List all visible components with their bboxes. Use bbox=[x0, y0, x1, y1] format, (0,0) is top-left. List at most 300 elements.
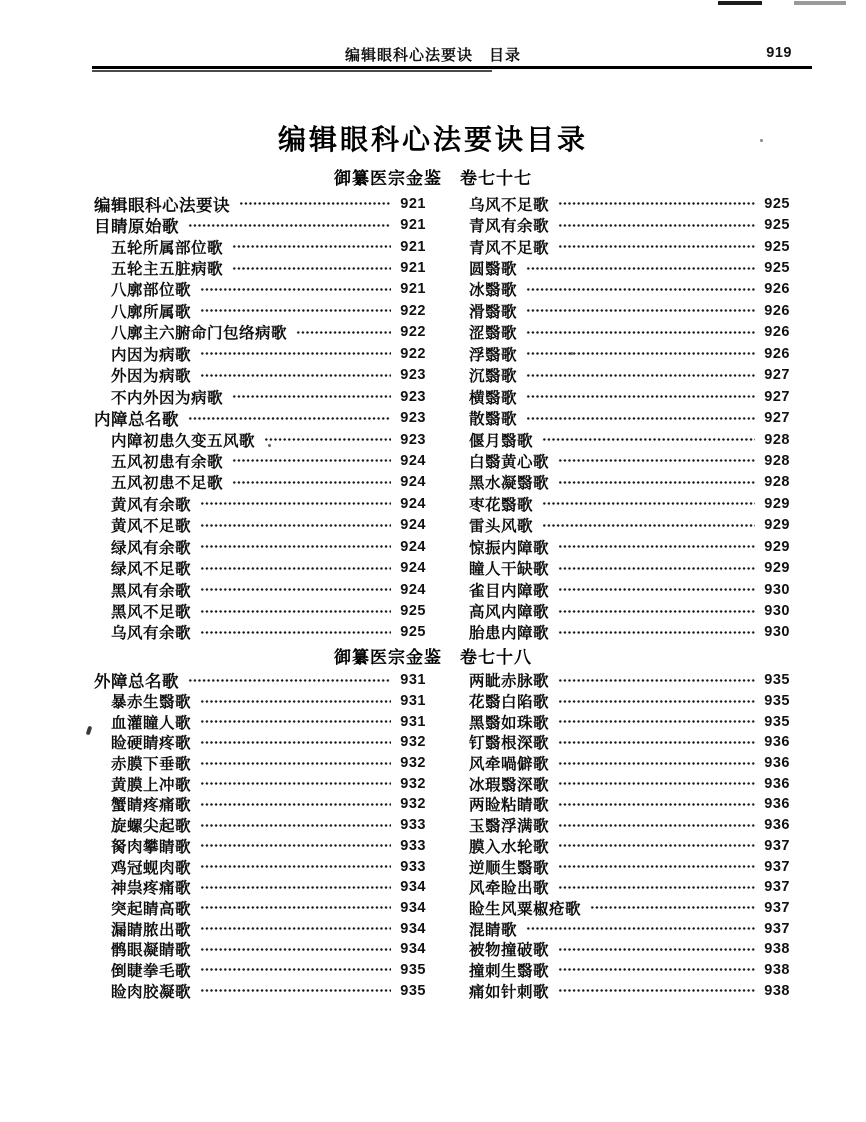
entry-title: 内障总名歌 bbox=[94, 411, 179, 430]
entry-title: 冰瑕翳深歌 bbox=[469, 776, 550, 794]
entry-title: 涩翳歌 bbox=[469, 325, 518, 343]
toc-entry bbox=[452, 407, 790, 428]
entry-title: 冰翳歌 bbox=[469, 282, 518, 300]
dot-leader bbox=[232, 472, 391, 493]
toc-column-right-vol77 bbox=[452, 193, 790, 643]
dot-leader bbox=[558, 622, 755, 643]
dot-leader bbox=[232, 386, 391, 407]
entry-title: 瞳人干缺歌 bbox=[469, 561, 550, 579]
entry-title: 撞刺生翳歌 bbox=[469, 962, 550, 980]
entry-page: 926 bbox=[764, 302, 790, 319]
dot-leader bbox=[232, 257, 391, 278]
dot-leader bbox=[526, 279, 755, 300]
toc-entry bbox=[452, 429, 790, 450]
toc-entry bbox=[452, 600, 790, 621]
entry-page: 925 bbox=[400, 624, 426, 641]
dot-leader bbox=[558, 794, 755, 815]
entry-title: 胎患内障歌 bbox=[469, 625, 550, 643]
toc-entry bbox=[452, 386, 790, 407]
toc-column-left-vol77 bbox=[94, 193, 426, 643]
entry-title: 乌风有余歌 bbox=[111, 625, 192, 643]
entry-page: 927 bbox=[764, 388, 790, 405]
entry-page: 933 bbox=[400, 858, 426, 875]
entry-page: 932 bbox=[400, 755, 426, 772]
header-rule bbox=[92, 66, 812, 69]
toc-entry bbox=[452, 365, 790, 386]
toc-entry bbox=[452, 918, 790, 939]
toc-entry bbox=[94, 536, 426, 557]
entry-page: 938 bbox=[764, 982, 790, 999]
entry-page: 937 bbox=[764, 920, 790, 937]
entry-title: 旋螺尖起歌 bbox=[111, 818, 192, 836]
scan-artifact-speck bbox=[86, 726, 93, 736]
toc-entry bbox=[452, 193, 790, 214]
entry-title: 乌风不足歌 bbox=[469, 196, 550, 214]
entry-title: 被物撞破歌 bbox=[469, 942, 550, 960]
entry-title: 散翳歌 bbox=[469, 411, 518, 429]
entry-title: 绿风有余歌 bbox=[111, 539, 192, 557]
entry-title: 黄风不足歌 bbox=[111, 518, 192, 536]
dot-leader bbox=[558, 536, 755, 557]
toc-entry bbox=[94, 322, 426, 343]
dot-leader bbox=[200, 493, 391, 514]
entry-page: 925 bbox=[764, 217, 790, 234]
entry-page: 924 bbox=[400, 538, 426, 555]
entry-page: 938 bbox=[764, 961, 790, 978]
entry-title: 倒睫拳毛歌 bbox=[111, 962, 192, 980]
entry-title: 惊振内障歌 bbox=[469, 539, 550, 557]
toc-entry bbox=[452, 836, 790, 857]
entry-page: 926 bbox=[764, 281, 790, 298]
dot-leader bbox=[558, 691, 755, 712]
scan-artifact-bar-gray bbox=[794, 1, 846, 5]
entry-page: 931 bbox=[400, 713, 426, 730]
entry-page: 925 bbox=[400, 603, 426, 620]
dot-leader bbox=[188, 214, 391, 235]
toc-entry bbox=[452, 536, 790, 557]
dot-leader bbox=[188, 670, 391, 691]
dot-leader bbox=[200, 300, 391, 321]
entry-title: 内障初患久变五风歌 bbox=[111, 432, 256, 450]
entry-page: 936 bbox=[764, 796, 790, 813]
entry-page: 934 bbox=[400, 920, 426, 937]
entry-title: 黑风不足歌 bbox=[111, 604, 192, 622]
toc-entry bbox=[94, 214, 426, 235]
entry-title: 痛如针刺歌 bbox=[469, 983, 550, 1001]
toc-entry bbox=[452, 898, 790, 919]
entry-page: 921 bbox=[400, 217, 426, 234]
toc-entry bbox=[94, 236, 426, 257]
entry-title: 混睛歌 bbox=[469, 921, 518, 939]
dot-leader bbox=[558, 214, 755, 235]
entry-title: 雷头风歌 bbox=[469, 518, 534, 536]
entry-page: 928 bbox=[764, 452, 790, 469]
toc-entry bbox=[94, 691, 426, 712]
toc-entry bbox=[452, 472, 790, 493]
dot-leader bbox=[558, 557, 755, 578]
toc-entry bbox=[94, 343, 426, 364]
entry-title: 睑硬睛疼歌 bbox=[111, 735, 192, 753]
entry-page: 937 bbox=[764, 879, 790, 896]
entry-title: 膜入水轮歌 bbox=[469, 838, 550, 856]
entry-page: 935 bbox=[764, 693, 790, 710]
section-heading-vol78: 御纂医宗金鉴 卷七十八 bbox=[334, 648, 532, 667]
dot-leader bbox=[558, 236, 755, 257]
dot-leader bbox=[558, 815, 755, 836]
toc-entry bbox=[452, 711, 790, 732]
entry-page: 924 bbox=[400, 560, 426, 577]
entry-page: 921 bbox=[400, 260, 426, 277]
toc-entry bbox=[94, 257, 426, 278]
toc-entry bbox=[452, 877, 790, 898]
entry-page: 924 bbox=[400, 517, 426, 534]
entry-page: 929 bbox=[764, 560, 790, 577]
entry-page: 935 bbox=[400, 982, 426, 999]
entry-title: 高风内障歌 bbox=[469, 604, 550, 622]
scan-artifact-bar-dark bbox=[718, 1, 762, 5]
dot-leader bbox=[200, 711, 391, 732]
toc-entry bbox=[452, 732, 790, 753]
toc-entry bbox=[452, 622, 790, 643]
toc-entry bbox=[452, 856, 790, 877]
entry-page: 933 bbox=[400, 837, 426, 854]
entry-title: 蟹睛疼痛歌 bbox=[111, 797, 192, 815]
entry-page: 929 bbox=[764, 495, 790, 512]
dot-leader bbox=[558, 773, 755, 794]
entry-title: 两睑粘睛歌 bbox=[469, 797, 550, 815]
entry-title: 外因为病歌 bbox=[111, 368, 192, 386]
dot-leader bbox=[200, 600, 391, 621]
entry-title: 五轮主五脏病歌 bbox=[111, 261, 224, 279]
dot-leader bbox=[558, 472, 755, 493]
entry-page: 921 bbox=[400, 281, 426, 298]
dot-leader bbox=[200, 515, 391, 536]
entry-title: 睑生风粟椒疮歌 bbox=[469, 900, 582, 918]
entry-title: 五轮所属部位歌 bbox=[111, 239, 224, 257]
dot-leader bbox=[526, 365, 755, 386]
page-title: 编辑眼科心法要诀目录 bbox=[277, 124, 588, 155]
entry-title: 暴赤生翳歌 bbox=[111, 694, 192, 712]
toc-entry bbox=[94, 980, 426, 1001]
entry-page: 932 bbox=[400, 796, 426, 813]
toc-entry bbox=[452, 815, 790, 836]
entry-title: 鸡冠蚬肉歌 bbox=[111, 859, 192, 877]
toc-entry bbox=[94, 856, 426, 877]
toc-entry bbox=[94, 515, 426, 536]
toc-entry bbox=[452, 960, 790, 981]
dot-leader bbox=[542, 429, 755, 450]
entry-title: 八廓主六腑命门包络病歌 bbox=[111, 325, 288, 343]
entry-title: 五风初患不足歌 bbox=[111, 475, 224, 493]
entry-page: 935 bbox=[764, 713, 790, 730]
dot-leader bbox=[200, 898, 391, 919]
entry-title: 黑风有余歌 bbox=[111, 582, 192, 600]
toc-entry bbox=[94, 600, 426, 621]
entry-page: 936 bbox=[764, 734, 790, 751]
toc-entry bbox=[452, 515, 790, 536]
dot-leader bbox=[558, 711, 755, 732]
entry-page: 930 bbox=[764, 624, 790, 641]
entry-title: 黄膜上冲歌 bbox=[111, 776, 192, 794]
entry-page: 930 bbox=[764, 603, 790, 620]
entry-page: 934 bbox=[400, 899, 426, 916]
toc-entry bbox=[94, 753, 426, 774]
entry-page: 935 bbox=[764, 672, 790, 689]
entry-page: 923 bbox=[400, 367, 426, 384]
toc-column-right-vol78 bbox=[452, 670, 790, 1001]
dot-leader bbox=[200, 557, 391, 578]
entry-title: 花翳白陷歌 bbox=[469, 694, 550, 712]
dot-leader bbox=[200, 279, 391, 300]
dot-leader bbox=[200, 877, 391, 898]
entry-page: 934 bbox=[400, 941, 426, 958]
entry-title: 五风初患有余歌 bbox=[111, 453, 224, 471]
toc-entry bbox=[452, 670, 790, 691]
dot-leader bbox=[526, 300, 755, 321]
dot-leader bbox=[558, 877, 755, 898]
dot-leader bbox=[200, 753, 391, 774]
toc-entry bbox=[94, 279, 426, 300]
entry-title: 胬肉攀睛歌 bbox=[111, 838, 192, 856]
dot-leader bbox=[232, 450, 391, 471]
toc-entry bbox=[452, 257, 790, 278]
page-number: 919 bbox=[766, 45, 792, 61]
entry-title: 枣花翳歌 bbox=[469, 496, 534, 514]
entry-title: 浮翳歌 bbox=[469, 346, 518, 364]
entry-title: 突起睛高歌 bbox=[111, 900, 192, 918]
toc-entry bbox=[94, 711, 426, 732]
toc-entry bbox=[452, 300, 790, 321]
entry-page: 930 bbox=[764, 581, 790, 598]
entry-title: 青风有余歌 bbox=[469, 218, 550, 236]
entry-title: 血灌瞳人歌 bbox=[111, 714, 192, 732]
entry-title: 八廓所属歌 bbox=[111, 303, 192, 321]
entry-page: 932 bbox=[400, 734, 426, 751]
dot-leader bbox=[558, 836, 755, 857]
entry-page: 923 bbox=[400, 410, 426, 427]
entry-page: 934 bbox=[400, 879, 426, 896]
toc-entry bbox=[452, 579, 790, 600]
toc-entry bbox=[94, 898, 426, 919]
entry-page: 924 bbox=[400, 495, 426, 512]
entry-page: 931 bbox=[400, 672, 426, 689]
toc-entry bbox=[94, 773, 426, 794]
entry-page: 928 bbox=[764, 431, 790, 448]
header-rule-shadow bbox=[92, 70, 492, 72]
dot-leader bbox=[526, 918, 755, 939]
toc-entry bbox=[94, 670, 426, 691]
entry-page: 927 bbox=[764, 410, 790, 427]
entry-page: 923 bbox=[400, 431, 426, 448]
entry-page: 929 bbox=[764, 538, 790, 555]
dot-leader bbox=[200, 365, 391, 386]
entry-page: 931 bbox=[400, 693, 426, 710]
dot-leader bbox=[200, 815, 391, 836]
entry-title: 风牵睑出歌 bbox=[469, 880, 550, 898]
entry-title: 漏睛脓出歌 bbox=[111, 921, 192, 939]
entry-page: 937 bbox=[764, 899, 790, 916]
toc-entry bbox=[94, 815, 426, 836]
toc-entry bbox=[452, 279, 790, 300]
toc-entry bbox=[94, 493, 426, 514]
dot-leader bbox=[526, 322, 755, 343]
toc-entry bbox=[94, 365, 426, 386]
entry-title: 睑肉胶凝歌 bbox=[111, 983, 192, 1001]
toc-entry bbox=[94, 836, 426, 857]
toc-entry bbox=[452, 214, 790, 235]
entry-page: 926 bbox=[764, 345, 790, 362]
entry-title: 偃月翳歌 bbox=[469, 432, 534, 450]
toc-entry bbox=[94, 386, 426, 407]
dot-leader bbox=[200, 856, 391, 877]
entry-title: 内因为病歌 bbox=[111, 346, 192, 364]
dot-leader bbox=[200, 773, 391, 794]
dot-leader bbox=[558, 939, 755, 960]
dot-leader bbox=[542, 515, 755, 536]
entry-title: 外障总名歌 bbox=[94, 673, 179, 692]
entry-page: 935 bbox=[400, 961, 426, 978]
dot-leader bbox=[200, 579, 391, 600]
entry-page: 928 bbox=[764, 474, 790, 491]
dot-leader bbox=[200, 622, 391, 643]
entry-title: 雀目内障歌 bbox=[469, 582, 550, 600]
toc-entry bbox=[452, 753, 790, 774]
entry-page: 924 bbox=[400, 474, 426, 491]
toc-entry bbox=[94, 429, 426, 450]
entry-page: 937 bbox=[764, 837, 790, 854]
entry-page: 936 bbox=[764, 775, 790, 792]
toc-column-left-vol78 bbox=[94, 670, 426, 1001]
dot-leader bbox=[200, 343, 391, 364]
entry-page: 938 bbox=[764, 941, 790, 958]
toc-entry bbox=[94, 918, 426, 939]
dot-leader bbox=[526, 386, 755, 407]
toc-entry bbox=[94, 450, 426, 471]
dot-leader bbox=[558, 753, 755, 774]
dot-leader bbox=[558, 450, 755, 471]
dot-leader bbox=[200, 939, 391, 960]
entry-title: 两眦赤脉歌 bbox=[469, 673, 550, 691]
entry-title: 鹘眼凝睛歌 bbox=[111, 942, 192, 960]
entry-title: 编辑眼科心法要诀 bbox=[94, 196, 230, 215]
toc-entry bbox=[94, 579, 426, 600]
entry-title: 沉翳歌 bbox=[469, 368, 518, 386]
toc-entry bbox=[452, 322, 790, 343]
entry-title: 黑水凝翳歌 bbox=[469, 475, 550, 493]
dot-leader bbox=[558, 579, 755, 600]
entry-page: 929 bbox=[764, 517, 790, 534]
toc-entry bbox=[452, 343, 790, 364]
entry-page: 922 bbox=[400, 345, 426, 362]
toc-entry bbox=[452, 794, 790, 815]
running-header: 编辑眼科心法要诀 目录 bbox=[344, 47, 521, 64]
entry-page: 924 bbox=[400, 581, 426, 598]
dot-leader bbox=[296, 322, 391, 343]
entry-page: 924 bbox=[400, 452, 426, 469]
dot-leader bbox=[558, 980, 755, 1001]
dot-leader bbox=[200, 836, 391, 857]
dot-leader bbox=[200, 960, 391, 981]
toc-entry bbox=[94, 960, 426, 981]
entry-title: 圆翳歌 bbox=[469, 261, 518, 279]
entry-title: 赤膜下垂歌 bbox=[111, 756, 192, 774]
entry-title: 黄风有余歌 bbox=[111, 496, 192, 514]
entry-page: 932 bbox=[400, 775, 426, 792]
toc-entry bbox=[94, 472, 426, 493]
toc-entry bbox=[94, 407, 426, 428]
entry-page: 925 bbox=[764, 260, 790, 277]
toc-entry bbox=[94, 557, 426, 578]
entry-title: 八廓部位歌 bbox=[111, 282, 192, 300]
dot-leader bbox=[264, 429, 391, 450]
entry-page: 936 bbox=[764, 817, 790, 834]
entry-title: 绿风不足歌 bbox=[111, 561, 192, 579]
entry-title: 滑翳歌 bbox=[469, 303, 518, 321]
entry-page: 921 bbox=[400, 238, 426, 255]
toc-entry bbox=[94, 794, 426, 815]
dot-leader bbox=[200, 980, 391, 1001]
entry-page: 923 bbox=[400, 388, 426, 405]
dot-leader bbox=[558, 670, 755, 691]
dot-leader bbox=[232, 236, 391, 257]
entry-title: 神祟疼痛歌 bbox=[111, 880, 192, 898]
entry-page: 925 bbox=[764, 238, 790, 255]
dot-leader bbox=[188, 407, 391, 428]
entry-title: 目睛原始歌 bbox=[94, 218, 179, 237]
entry-title: 横翳歌 bbox=[469, 389, 518, 407]
toc-entry bbox=[94, 877, 426, 898]
entry-title: 青风不足歌 bbox=[469, 239, 550, 257]
entry-page: 927 bbox=[764, 367, 790, 384]
entry-page: 921 bbox=[400, 195, 426, 212]
entry-page: 937 bbox=[764, 858, 790, 875]
dot-leader bbox=[200, 691, 391, 712]
dot-leader bbox=[239, 193, 391, 214]
toc-entry bbox=[452, 557, 790, 578]
dot-leader bbox=[526, 343, 755, 364]
entry-page: 926 bbox=[764, 324, 790, 341]
dot-leader bbox=[526, 257, 755, 278]
entry-page: 922 bbox=[400, 302, 426, 319]
dot-leader bbox=[526, 407, 755, 428]
toc-entry bbox=[452, 773, 790, 794]
dot-leader bbox=[200, 918, 391, 939]
toc-entry bbox=[94, 193, 426, 214]
toc-entry bbox=[94, 300, 426, 321]
entry-title: 钉翳根深歌 bbox=[469, 735, 550, 753]
dot-leader bbox=[200, 794, 391, 815]
toc-entry bbox=[94, 732, 426, 753]
toc-entry bbox=[94, 622, 426, 643]
dot-leader bbox=[558, 856, 755, 877]
dot-leader bbox=[200, 536, 391, 557]
toc-entry bbox=[452, 980, 790, 1001]
dot-leader bbox=[542, 493, 755, 514]
section-heading-vol77: 御纂医宗金鉴 卷七十七 bbox=[334, 169, 532, 188]
entry-title: 玉翳浮满歌 bbox=[469, 818, 550, 836]
toc-entry bbox=[452, 493, 790, 514]
toc-entry bbox=[452, 450, 790, 471]
entry-title: 黑翳如珠歌 bbox=[469, 714, 550, 732]
entry-page: 936 bbox=[764, 755, 790, 772]
dot-leader bbox=[558, 960, 755, 981]
dot-leader bbox=[590, 898, 755, 919]
entry-title: 风牵喎僻歌 bbox=[469, 756, 550, 774]
toc-entry bbox=[94, 939, 426, 960]
entry-page: 925 bbox=[764, 195, 790, 212]
dot-leader bbox=[558, 732, 755, 753]
toc-entry bbox=[452, 691, 790, 712]
